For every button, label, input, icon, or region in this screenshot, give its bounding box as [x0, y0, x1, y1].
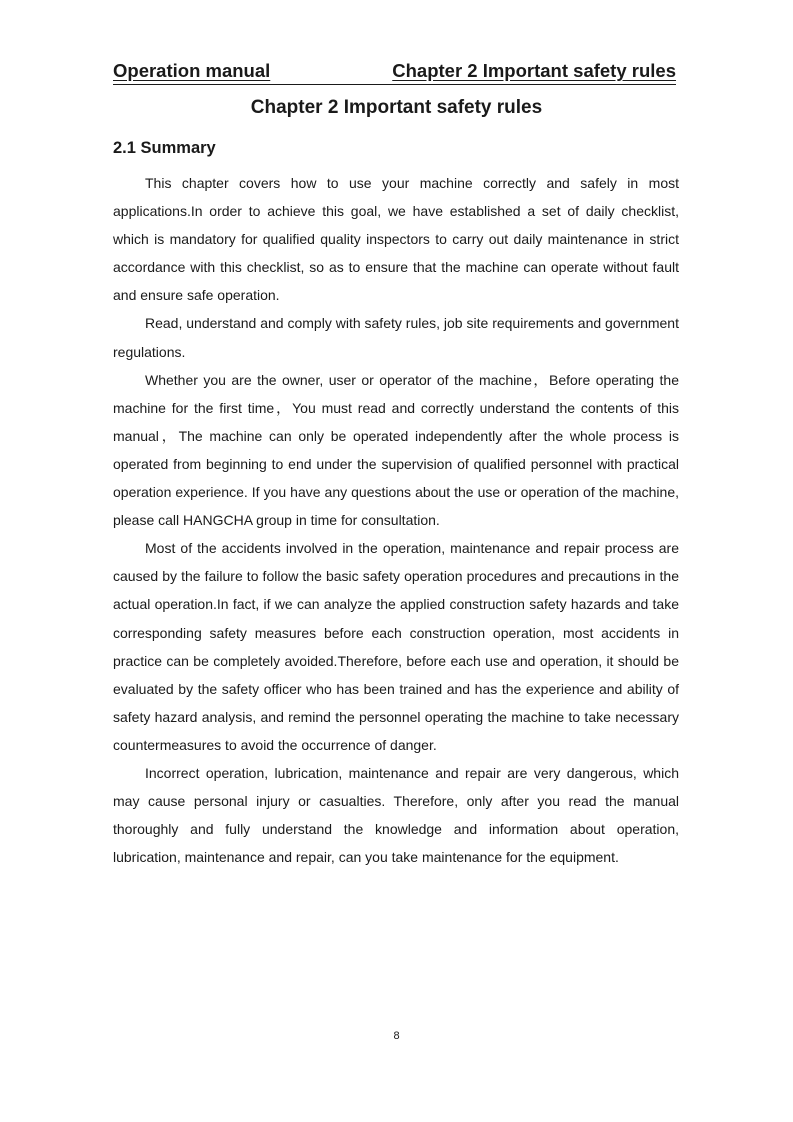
section-title: 2.1 Summary — [113, 139, 216, 157]
page-number: 8 — [393, 1030, 400, 1042]
paragraph: Most of the accidents involved in the operation, maintenance and repair process are caused by the failure to follow the basic safety operation procedures and precautions in the actual operation.In fact, if we can analyze the applied construction safety hazards and take corresponding safety measures before each construction operation, most accidents in practice can be completely avoided.Therefore, before each use and operation, it should be evaluated by the safety officer who has been trained and has the experience and ability of safety hazard analysis, and remind the personnel operating the machine to take necessary countermeasures to avoid the occurrence of danger. — [113, 540, 679, 753]
paragraph: Read, understand and comply with safety rules, job site requirements and government regulations. — [113, 315, 679, 360]
paragraph: Incorrect operation, lubrication, maintenance and repair are very dangerous, which may cause personal injury or casualties. Therefore, only after you read the manual thoroughly and fully understand the knowledge and information about operation, lubrication, maintenance and repair, can you take maintenance for the equipment. — [113, 764, 679, 866]
header-chapter-title: Chapter 2 Important safety rules — [392, 60, 676, 81]
header-manual-title: Operation manual — [113, 60, 271, 81]
chapter-title: Chapter 2 Important safety rules — [250, 97, 543, 118]
paragraph: Whether you are the owner, user or operator of the machine，Before operating the machine for the first time，You must read and correctly understand the contents of this manual，The machine can only be operated independently after the whole process is operated from beginning to end under the supervision of qualified personnel with practical operation experience. If you have any questions about the use or operation of the machine, please call HANGCHA group in time for consultation. — [113, 371, 679, 529]
section-body — [113, 169, 679, 871]
paragraph: This chapter covers how to use your machine correctly and safely in most applications.In order to achieve this goal, we have established a set of daily checklist, which is mandatory for qualified quality inspectors to carry out daily maintenance in strict accordance with this checklist, so as to ensure that the machine can operate without fault and ensure safe operation. — [113, 175, 679, 304]
running-header — [113, 58, 676, 85]
